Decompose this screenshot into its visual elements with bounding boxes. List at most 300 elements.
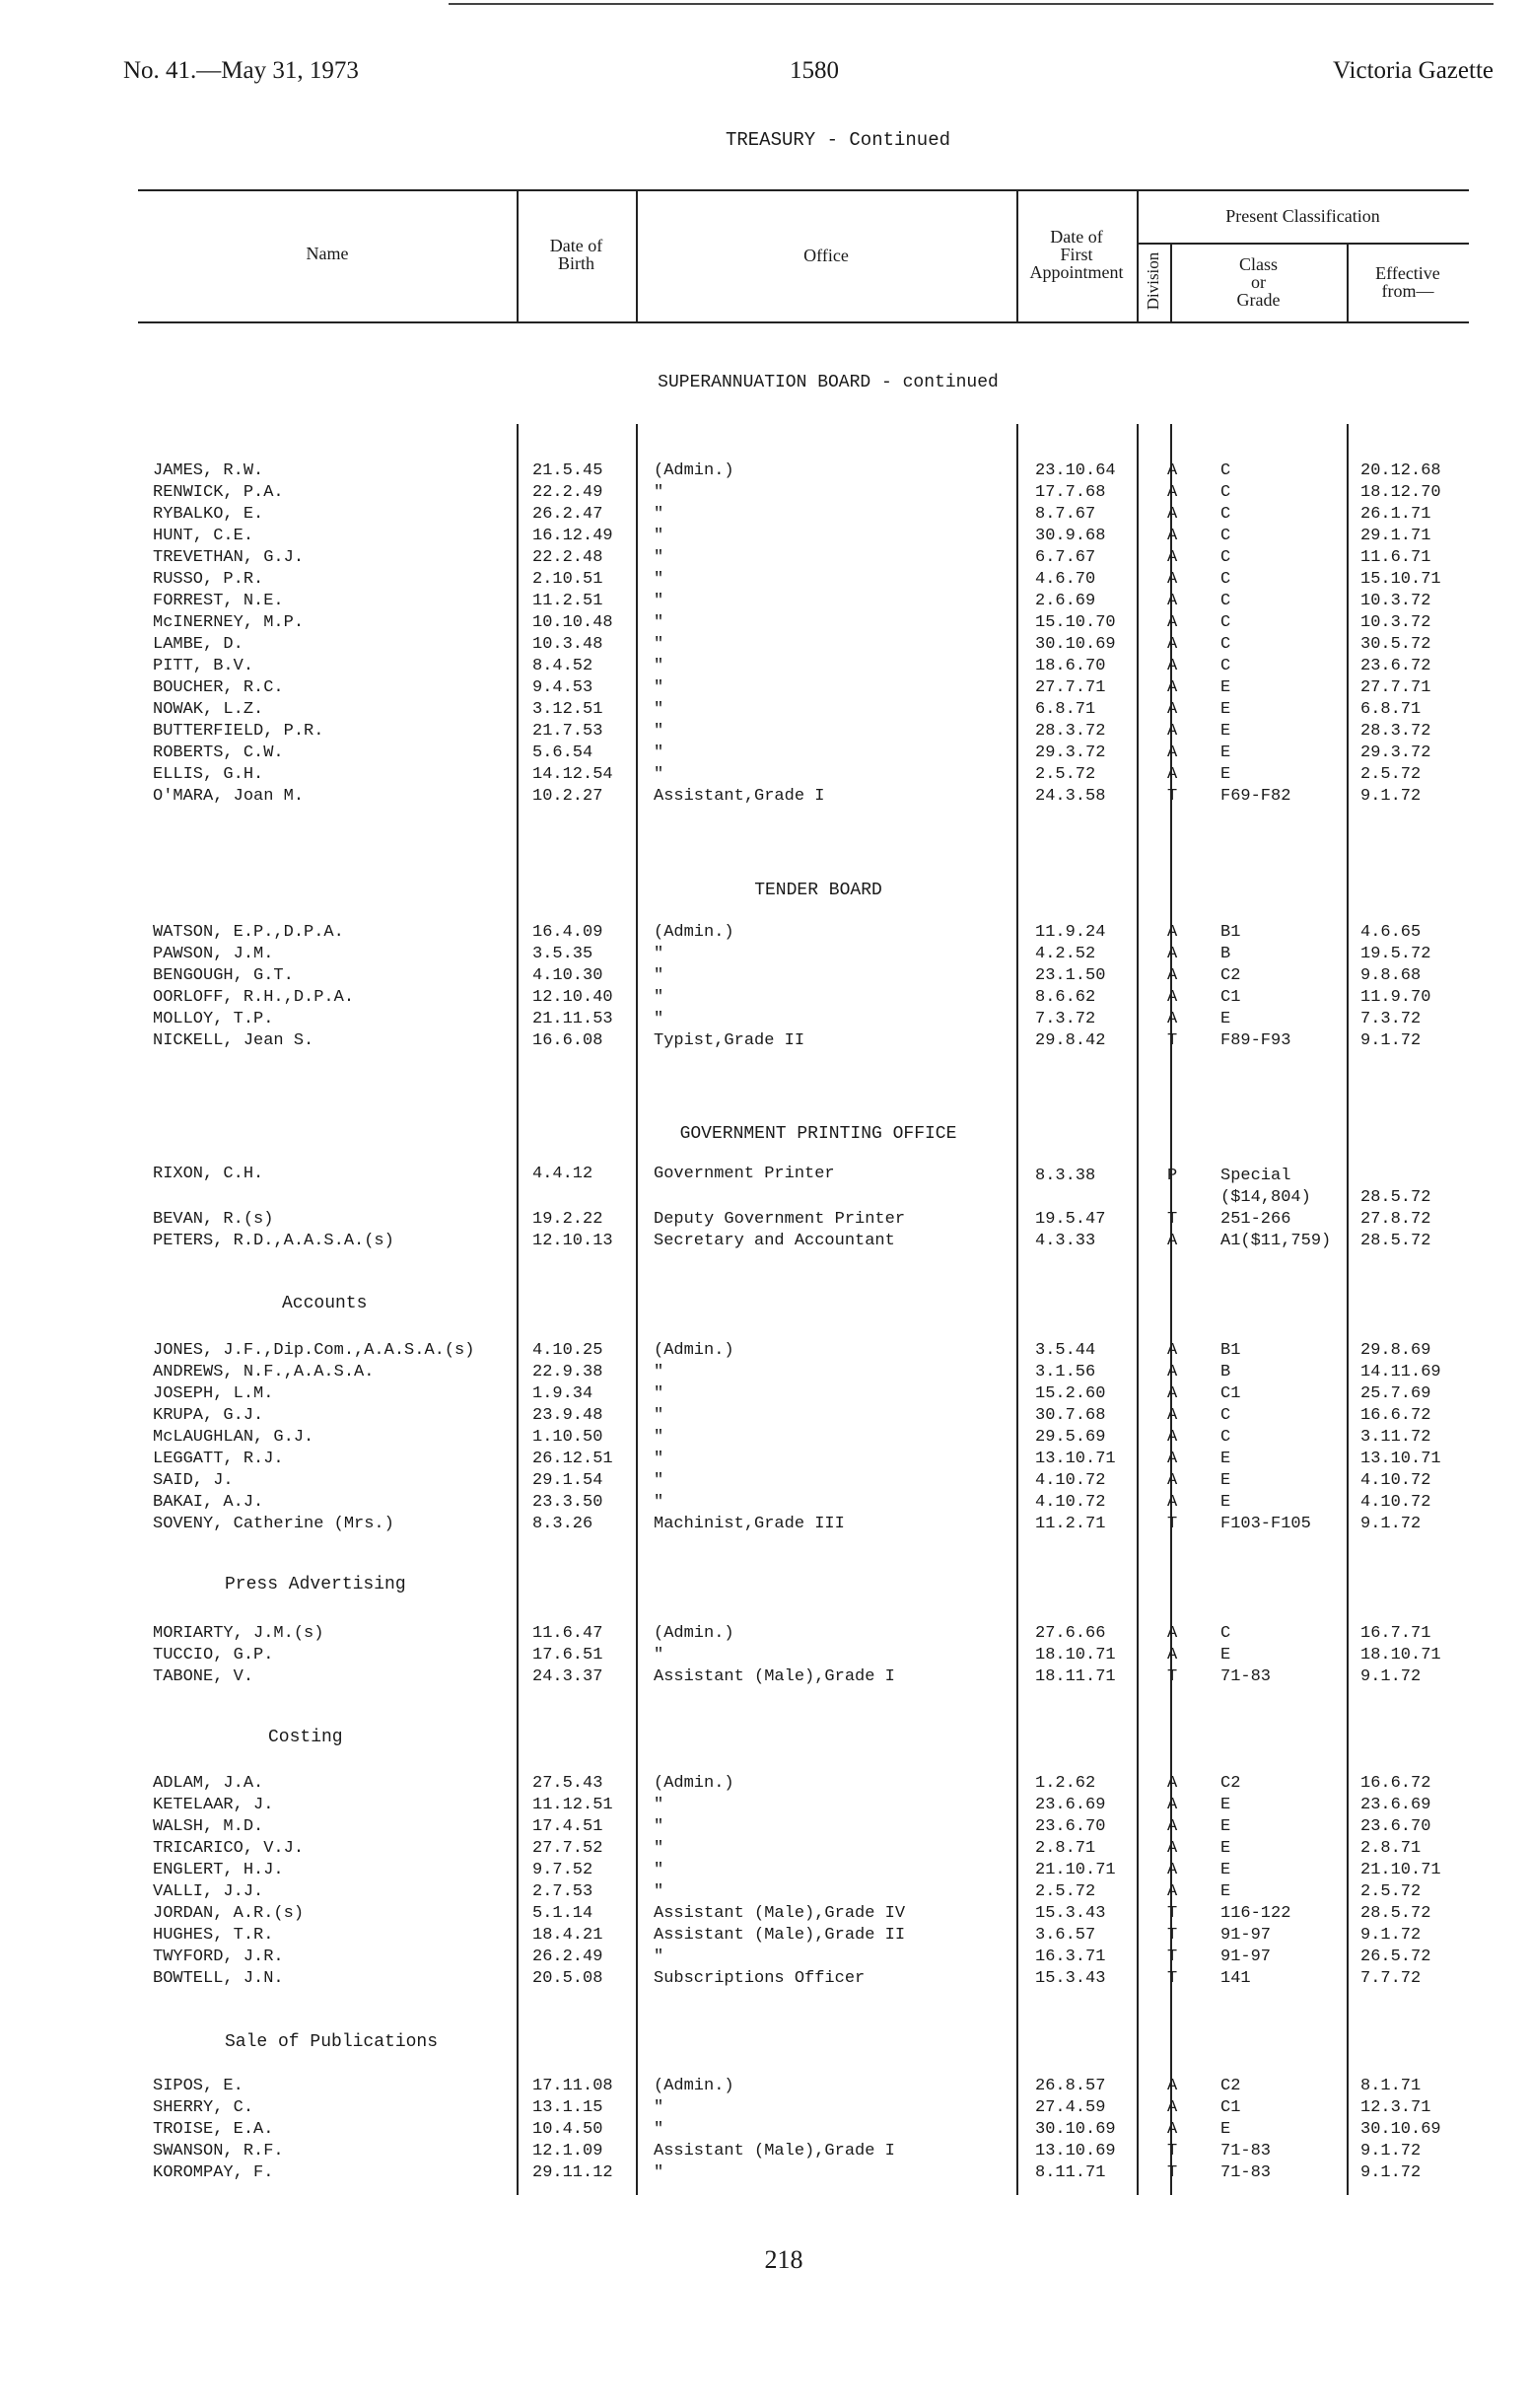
- table-cell: 13.10.71: [1360, 1450, 1441, 1468]
- table-cell: A: [1167, 1428, 1178, 1447]
- table-cell: 29.3.72: [1035, 744, 1106, 762]
- table-cell: A: [1167, 1646, 1178, 1664]
- table-cell: 25.7.69: [1360, 1384, 1431, 1403]
- table-cell: 29.5.69: [1035, 1428, 1106, 1447]
- table-cell: SWANSON, R.F.: [153, 2142, 284, 2160]
- section-costing: Costing: [268, 1728, 343, 1747]
- table-cell: ": [654, 945, 664, 963]
- table-cell: 17.6.51: [532, 1646, 603, 1664]
- table-cell: ": [654, 483, 664, 502]
- table-cell: 26.5.72: [1360, 1948, 1431, 1966]
- table-cell: ": [654, 1384, 664, 1403]
- table-cell: 251-266: [1220, 1210, 1291, 1229]
- table-cell: 11.2.71: [1035, 1515, 1106, 1533]
- table-cell: 29.8.69: [1360, 1341, 1431, 1360]
- press-col-name: [153, 1623, 323, 1688]
- table-cell: 71-83: [1220, 2163, 1272, 2182]
- table-cell: 29.1.71: [1360, 527, 1431, 545]
- table-cell: 8.6.62: [1035, 988, 1096, 1007]
- table-cell: Assistant (Male),Grade I: [654, 2142, 895, 2160]
- table-cell: 3.11.72: [1360, 1428, 1431, 1447]
- table-cell: 23.9.48: [532, 1406, 603, 1425]
- table-cell: 4.6.65: [1360, 923, 1422, 942]
- table-cell: 26.8.57: [1035, 2077, 1106, 2095]
- table-cell: JOSEPH, L.M.: [153, 1384, 274, 1403]
- tender-col-appt: [1035, 922, 1105, 1052]
- table-cell: TUCCIO, G.P.: [153, 1646, 274, 1664]
- sale-col-cls: [1220, 2076, 1271, 2184]
- table-cell: ": [654, 1646, 664, 1664]
- table-cell: E: [1220, 1882, 1231, 1901]
- publication-title: Victoria Gazette: [1333, 57, 1494, 84]
- rixon-name: RIXON, C.H.: [153, 1165, 264, 1183]
- table-cell: 14.11.69: [1360, 1363, 1441, 1381]
- table-cell: A: [1167, 635, 1178, 654]
- table-cell: SOVENY, Catherine (Mrs.): [153, 1515, 394, 1533]
- body-rule-2: [636, 424, 638, 2195]
- table-cell: ": [654, 1817, 664, 1836]
- table-cell: 11.6.47: [532, 1624, 603, 1643]
- table-cell: 1.10.50: [532, 1428, 603, 1447]
- table-cell: T: [1167, 1948, 1178, 1966]
- rixon-birth: 4.4.12: [532, 1165, 593, 1183]
- table-cell: 16.3.71: [1035, 1948, 1106, 1966]
- table-cell: 4.6.70: [1035, 570, 1096, 589]
- table-cell: 18.10.71: [1035, 1646, 1116, 1664]
- table-cell: F103-F105: [1220, 1515, 1311, 1533]
- table-cell: A: [1167, 678, 1178, 697]
- table-cell: A: [1167, 2098, 1178, 2117]
- table-cell: TRICARICO, V.J.: [153, 1839, 305, 1858]
- table-cell: ENGLERT, H.J.: [153, 1861, 284, 1879]
- table-cell: 7.7.72: [1360, 1969, 1422, 1988]
- table-cell: 12.10.40: [532, 988, 613, 1007]
- table-cell: 27.6.66: [1035, 1624, 1106, 1643]
- sale-col-appt: [1035, 2076, 1116, 2184]
- table-cell: 30.10.69: [1360, 2120, 1441, 2139]
- table-cell: 14.12.54: [532, 765, 613, 784]
- superannuation-col-div: [1167, 460, 1177, 808]
- table-cell: ": [654, 700, 664, 719]
- table-cell: 28.3.72: [1035, 722, 1106, 741]
- table-cell: C: [1220, 505, 1231, 524]
- table-cell: T: [1167, 1904, 1178, 1923]
- table-cell: 19.5.47: [1035, 1210, 1106, 1229]
- rixon-appointment: 8.3.38: [1035, 1167, 1096, 1185]
- table-cell: 23.6.69: [1035, 1796, 1106, 1814]
- printing-col-name: [153, 1209, 394, 1252]
- table-cell: 21.11.53: [532, 1010, 613, 1028]
- table-cell: NICKELL, Jean S.: [153, 1031, 314, 1050]
- table-cell: 9.4.53: [532, 678, 593, 697]
- table-cell: A: [1167, 613, 1178, 632]
- press-col-eff: [1360, 1623, 1441, 1688]
- press-col-div: [1167, 1623, 1177, 1688]
- printing-col-eff: [1360, 1209, 1430, 1252]
- table-cell: 11.6.71: [1360, 548, 1431, 567]
- table-cell: 27.7.71: [1360, 678, 1431, 697]
- table-cell: Secretary and Accountant: [654, 1232, 895, 1250]
- table-cell: A: [1167, 1861, 1178, 1879]
- costing-col-name: [153, 1773, 304, 1990]
- table-cell: 8.1.71: [1360, 2077, 1422, 2095]
- table-cell: A1($11,759): [1220, 1232, 1332, 1250]
- table-cell: T: [1167, 2142, 1178, 2160]
- table-cell: 26.2.47: [532, 505, 603, 524]
- table-cell: A: [1167, 988, 1178, 1007]
- tender-col-name: [153, 922, 354, 1052]
- table-cell: 8.7.67: [1035, 505, 1096, 524]
- table-cell: RENWICK, P.A.: [153, 483, 284, 502]
- table-cell: C: [1220, 548, 1231, 567]
- body-rule-1: [517, 424, 519, 2195]
- table-cell: JAMES, R.W.: [153, 461, 264, 480]
- table-cell: BEVAN, R.(s): [153, 1210, 274, 1229]
- table-cell: 16.12.49: [532, 527, 613, 545]
- col-header-effective: Effective from—: [1375, 263, 1440, 301]
- col-header-name: Name: [306, 244, 349, 263]
- table-cell: A: [1167, 1624, 1178, 1643]
- table-cell: A: [1167, 923, 1178, 942]
- table-top-rule: [138, 189, 1469, 191]
- table-cell: TWYFORD, J.R.: [153, 1948, 284, 1966]
- table-cell: B: [1220, 945, 1231, 963]
- tender-col-birth: [532, 922, 613, 1052]
- table-cell: A: [1167, 657, 1178, 675]
- section-superannuation: SUPERANNUATION BOARD - continued: [658, 373, 999, 392]
- table-cell: McLAUGHLAN, G.J.: [153, 1428, 314, 1447]
- superannuation-col-cls: [1220, 460, 1290, 808]
- table-cell: C1: [1220, 988, 1241, 1007]
- table-cell: 10.3.72: [1360, 592, 1431, 610]
- accounts-col-name: [153, 1340, 474, 1535]
- table-cell: Assistant (Male),Grade II: [654, 1926, 906, 1945]
- table-cell: PAWSON, J.M.: [153, 945, 274, 963]
- table-cell: ": [654, 988, 664, 1007]
- table-cell: 4.10.30: [532, 966, 603, 985]
- table-cell: 71-83: [1220, 2142, 1272, 2160]
- table-cell: E: [1220, 2120, 1231, 2139]
- table-cell: WATSON, E.P.,D.P.A.: [153, 923, 344, 942]
- table-cell: 141: [1220, 1969, 1251, 1988]
- table-cell: ROBERTS, C.W.: [153, 744, 284, 762]
- table-cell: 2.6.69: [1035, 592, 1096, 610]
- table-cell: C: [1220, 1406, 1231, 1425]
- table-cell: 4.10.25: [532, 1341, 603, 1360]
- table-cell: 11.9.24: [1035, 923, 1106, 942]
- table-cell: ": [654, 1406, 664, 1425]
- table-cell: 23.6.69: [1360, 1796, 1431, 1814]
- table-cell: 23.3.50: [532, 1493, 603, 1512]
- table-cell: (Admin.): [654, 1624, 734, 1643]
- table-cell: Deputy Government Printer: [654, 1210, 906, 1229]
- table-cell: 9.1.72: [1360, 2142, 1422, 2160]
- classification-rule: [1137, 243, 1469, 245]
- table-cell: (Admin.): [654, 1774, 734, 1793]
- table-cell: A: [1167, 945, 1178, 963]
- table-cell: 30.5.72: [1360, 635, 1431, 654]
- table-cell: ": [654, 635, 664, 654]
- table-cell: E: [1220, 722, 1231, 741]
- table-cell: 3.5.35: [532, 945, 593, 963]
- table-cell: A: [1167, 592, 1178, 610]
- table-cell: 12.1.09: [532, 2142, 603, 2160]
- table-cell: 6.7.67: [1035, 548, 1096, 567]
- rixon-division: P: [1167, 1167, 1178, 1185]
- accounts-col-cls: [1220, 1340, 1311, 1535]
- table-cell: T: [1167, 2163, 1178, 2182]
- table-cell: 29.3.72: [1360, 744, 1431, 762]
- superannuation-col-eff: [1360, 460, 1441, 808]
- sale-col-eff: [1360, 2076, 1441, 2184]
- table-cell: (Admin.): [654, 2077, 734, 2095]
- section-tender: TENDER BOARD: [754, 881, 882, 900]
- table-cell: 15.3.43: [1035, 1969, 1106, 1988]
- table-cell: 28.5.72: [1360, 1904, 1431, 1923]
- table-cell: 2.8.71: [1360, 1839, 1422, 1858]
- accounts-col-birth: [532, 1340, 613, 1535]
- table-cell: MOLLOY, T.P.: [153, 1010, 274, 1028]
- table-cell: E: [1220, 1010, 1231, 1028]
- table-cell: C1: [1220, 1384, 1241, 1403]
- table-cell: Typist,Grade II: [654, 1031, 805, 1050]
- table-cell: 23.1.50: [1035, 966, 1106, 985]
- printing-col-birth: [532, 1209, 613, 1252]
- table-cell: 11.12.51: [532, 1796, 613, 1814]
- table-cell: TABONE, V.: [153, 1667, 254, 1686]
- table-cell: ": [654, 1882, 664, 1901]
- table-cell: 18.11.71: [1035, 1667, 1116, 1686]
- table-cell: E: [1220, 1839, 1231, 1858]
- table-cell: A: [1167, 2077, 1178, 2095]
- section-press: Press Advertising: [225, 1575, 406, 1594]
- table-cell: 13.1.15: [532, 2098, 603, 2117]
- col-header-division: Division: [1144, 251, 1162, 311]
- table-cell: C: [1220, 1428, 1231, 1447]
- table-cell: 2.8.71: [1035, 1839, 1096, 1858]
- table-cell: ": [654, 1948, 664, 1966]
- table-cell: 23.6.72: [1360, 657, 1431, 675]
- table-cell: 12.3.71: [1360, 2098, 1431, 2117]
- department-title: TREASURY - Continued: [725, 129, 951, 151]
- costing-col-appt: [1035, 1773, 1116, 1990]
- table-cell: 22.2.48: [532, 548, 603, 567]
- table-cell: ANDREWS, N.F.,A.A.S.A.: [153, 1363, 375, 1381]
- table-cell: 20.5.08: [532, 1969, 603, 1988]
- table-cell: 6.8.71: [1360, 700, 1422, 719]
- table-cell: 23.6.70: [1360, 1817, 1431, 1836]
- table-cell: 10.3.72: [1360, 613, 1431, 632]
- table-cell: ": [654, 2163, 664, 2182]
- table-cell: C: [1220, 592, 1231, 610]
- table-cell: VALLI, J.J.: [153, 1882, 264, 1901]
- printing-col-cls: [1220, 1209, 1331, 1252]
- table-cell: T: [1167, 1926, 1178, 1945]
- table-cell: 23.10.64: [1035, 461, 1116, 480]
- table-cell: 3.5.44: [1035, 1341, 1096, 1360]
- tender-col-div: [1167, 922, 1177, 1052]
- table-cell: A: [1167, 1839, 1178, 1858]
- table-cell: T: [1167, 1667, 1178, 1686]
- table-cell: 17.4.51: [532, 1817, 603, 1836]
- costing-col-eff: [1360, 1773, 1441, 1990]
- table-cell: Machinist,Grade III: [654, 1515, 845, 1533]
- table-cell: RUSSO, P.R.: [153, 570, 264, 589]
- table-cell: 13.10.69: [1035, 2142, 1116, 2160]
- table-cell: A: [1167, 505, 1178, 524]
- table-cell: E: [1220, 1796, 1231, 1814]
- table-cell: ": [654, 722, 664, 741]
- table-cell: HUNT, C.E.: [153, 527, 254, 545]
- table-cell: 16.6.72: [1360, 1406, 1431, 1425]
- tender-col-eff: [1360, 922, 1430, 1052]
- table-cell: 30.9.68: [1035, 527, 1106, 545]
- table-cell: 5.6.54: [532, 744, 593, 762]
- table-cell: E: [1220, 1817, 1231, 1836]
- table-cell: NOWAK, L.Z.: [153, 700, 264, 719]
- table-cell: 116-122: [1220, 1904, 1291, 1923]
- col-header-birth: Date of Birth: [549, 236, 603, 273]
- table-cell: E: [1220, 1471, 1231, 1490]
- sale-col-office: [654, 2076, 895, 2184]
- table-cell: 9.7.52: [532, 1861, 593, 1879]
- table-cell: C2: [1220, 966, 1241, 985]
- press-col-cls: [1220, 1623, 1271, 1688]
- table-cell: 9.1.72: [1360, 1515, 1422, 1533]
- table-cell: ": [654, 2120, 664, 2139]
- table-cell: 16.7.71: [1360, 1624, 1431, 1643]
- sale-col-birth: [532, 2076, 613, 2184]
- table-cell: 2.5.72: [1360, 1882, 1422, 1901]
- table-cell: 4.10.72: [1035, 1493, 1106, 1512]
- table-cell: (Admin.): [654, 923, 734, 942]
- table-cell: C: [1220, 635, 1231, 654]
- table-cell: A: [1167, 527, 1178, 545]
- table-cell: 16.6.08: [532, 1031, 603, 1050]
- issue-date: No. 41.—May 31, 1973: [123, 57, 359, 84]
- table-cell: 15.3.43: [1035, 1904, 1106, 1923]
- table-cell: 23.6.70: [1035, 1817, 1106, 1836]
- table-cell: 30.7.68: [1035, 1406, 1106, 1425]
- table-cell: HUGHES, T.R.: [153, 1926, 274, 1945]
- table-cell: B1: [1220, 1341, 1241, 1360]
- table-cell: 15.10.70: [1035, 613, 1116, 632]
- table-cell: ": [654, 678, 664, 697]
- table-cell: C2: [1220, 2077, 1241, 2095]
- table-cell: 24.3.58: [1035, 787, 1106, 806]
- costing-col-div: [1167, 1773, 1177, 1990]
- col-header-office: Office: [803, 246, 849, 265]
- table-cell: A: [1167, 966, 1178, 985]
- printing-col-office: [654, 1209, 905, 1252]
- table-cell: 17.11.08: [532, 2077, 613, 2095]
- table-cell: A: [1167, 1817, 1178, 1836]
- table-cell: 9.1.72: [1360, 1667, 1422, 1686]
- table-cell: BOWTELL, J.N.: [153, 1969, 284, 1988]
- table-cell: 2.5.72: [1360, 765, 1422, 784]
- table-cell: A: [1167, 1774, 1178, 1793]
- table-cell: JONES, J.F.,Dip.Com.,A.A.S.A.(s): [153, 1341, 475, 1360]
- table-cell: A: [1167, 722, 1178, 741]
- table-cell: E: [1220, 700, 1231, 719]
- rixon-effective: 28.5.72: [1360, 1188, 1431, 1207]
- accounts-col-appt: [1035, 1340, 1116, 1535]
- col-header-present-classification: Present Classification: [1225, 206, 1380, 226]
- table-cell: WALSH, M.D.: [153, 1817, 264, 1836]
- table-cell: TROISE, E.A.: [153, 2120, 274, 2139]
- accounts-col-div: [1167, 1340, 1177, 1535]
- table-cell: E: [1220, 744, 1231, 762]
- table-cell: ": [654, 570, 664, 589]
- table-cell: 19.2.22: [532, 1210, 603, 1229]
- table-cell: 18.10.71: [1360, 1646, 1441, 1664]
- table-cell: A: [1167, 461, 1178, 480]
- table-cell: 29.8.42: [1035, 1031, 1106, 1050]
- table-cell: BOUCHER, R.C.: [153, 678, 284, 697]
- table-cell: ": [654, 1861, 664, 1879]
- rixon-office: Government Printer: [654, 1165, 835, 1183]
- table-cell: ": [654, 505, 664, 524]
- table-cell: ": [654, 744, 664, 762]
- table-cell: Subscriptions Officer: [654, 1969, 866, 1988]
- table-cell: ": [654, 548, 664, 567]
- table-cell: 26.1.71: [1360, 505, 1431, 524]
- superannuation-col-name: [153, 460, 323, 808]
- table-cell: A: [1167, 570, 1178, 589]
- table-cell: 1.2.62: [1035, 1774, 1096, 1793]
- table-cell: ": [654, 1010, 664, 1028]
- table-cell: ": [654, 657, 664, 675]
- table-cell: A: [1167, 1450, 1178, 1468]
- table-cell: SIPOS, E.: [153, 2077, 243, 2095]
- table-cell: PETERS, R.D.,A.A.S.A.(s): [153, 1232, 394, 1250]
- table-cell: 9.8.68: [1360, 966, 1422, 985]
- table-cell: McINERNEY, M.P.: [153, 613, 305, 632]
- table-cell: 10.4.50: [532, 2120, 603, 2139]
- table-cell: 1.9.34: [532, 1384, 593, 1403]
- table-cell: 26.2.49: [532, 1948, 603, 1966]
- table-cell: BAKAI, A.J.: [153, 1493, 264, 1512]
- table-header-bottom-rule: [138, 321, 1469, 323]
- table-cell: BENGOUGH, G.T.: [153, 966, 294, 985]
- table-cell: 2.7.53: [532, 1882, 593, 1901]
- table-cell: 28.3.72: [1360, 722, 1431, 741]
- table-cell: 21.5.45: [532, 461, 603, 480]
- table-cell: E: [1220, 678, 1231, 697]
- table-cell: 17.7.68: [1035, 483, 1106, 502]
- col-header-appointment: Date of First Appointment: [1029, 227, 1124, 282]
- table-cell: 27.7.52: [532, 1839, 603, 1858]
- table-cell: (Admin.): [654, 1341, 734, 1360]
- table-cell: FORREST, N.E.: [153, 592, 284, 610]
- table-cell: 9.1.72: [1360, 787, 1422, 806]
- sale-col-name: [153, 2076, 284, 2184]
- table-cell: (Admin.): [654, 461, 734, 480]
- table-cell: 18.4.21: [532, 1926, 603, 1945]
- table-cell: E: [1220, 1861, 1231, 1879]
- table-cell: T: [1167, 787, 1178, 806]
- table-cell: F69-F82: [1220, 787, 1291, 806]
- table-cell: ": [654, 613, 664, 632]
- table-cell: 22.9.38: [532, 1363, 603, 1381]
- table-cell: A: [1167, 548, 1178, 567]
- superannuation-col-appt: [1035, 460, 1116, 808]
- top-rule: [449, 3, 1494, 5]
- body-rule-4: [1137, 424, 1139, 2195]
- rixon-class-salary: ($14,804): [1220, 1188, 1311, 1207]
- table-cell: KOROMPAY, F.: [153, 2163, 274, 2182]
- table-cell: 28.5.72: [1360, 1232, 1431, 1250]
